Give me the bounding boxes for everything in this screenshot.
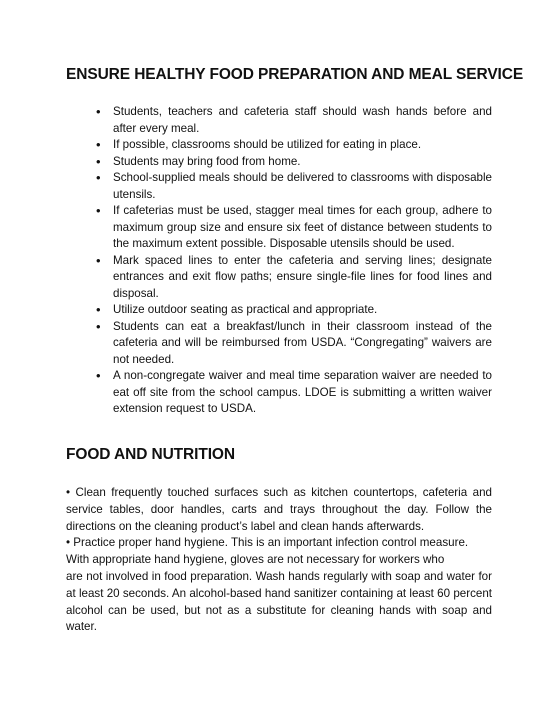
meal-service-bullet-list xyxy=(96,104,492,418)
section-heading-food-nutrition: FOOD AND NUTRITION xyxy=(66,446,235,463)
section-heading-food-preparation: ENSURE HEALTHY FOOD PREPARATION AND MEAL SERVICE xyxy=(66,66,524,83)
bullet-item: • Students can eat a breakfast/lunch in their classroom instead of the cafeteria and will be reimbursed from USDA. “Congregating” waivers are not needed. xyxy=(96,319,492,369)
food-nutrition-body xyxy=(66,485,492,636)
bullet-item: • If possible, classrooms should be utilized for eating in place. xyxy=(96,137,492,154)
bullet-item: • Utilize outdoor seating as practical and appropriate. xyxy=(96,302,492,319)
bullet-item: • If cafeterias must be used, stagger meal times for each group, adhere to maximum group size and ensure six feet of distance between students to the maximum extent possible. Disposable utensils should be used. xyxy=(96,203,492,253)
bullet-item: • Students may bring food from home. xyxy=(96,154,492,171)
bullet-item: • Mark spaced lines to enter the cafeteria and serving lines; designate entrances and exit flow paths; ensure single-file lines for food lines and disposal. xyxy=(96,253,492,303)
paragraph-hand-hygiene-end: are not involved in food preparation. Wash hands regularly with soap and water for at least 20 seconds. An alcohol-based hand sanitizer containing at least 60 percent alcohol can be used, but not as a substitute for cleaning hands with soap and water. xyxy=(66,569,492,634)
bullet-item: • Students, teachers and cafeteria staff should wash hands before and after every meal. xyxy=(96,104,492,137)
bullet-item: • A non-congregate waiver and meal time separation waiver are needed to eat off site from the school campus. LDOE is submitting a written waiver extension request to USDA. xyxy=(96,368,492,418)
paragraph-hand-hygiene-start: • Practice proper hand hygiene. This is an important infection control measure. With appropriate hand hygiene, gloves are not necessary for workers who xyxy=(66,536,469,567)
paragraph-cleaning: • Clean frequently touched surfaces such as kitchen countertops, cafeteria and service tables, door handles, carts and trays throughout the day. Follow the directions on the cleaning product’s label and clean hands afterwards. xyxy=(66,486,492,533)
bullet-item: • School-supplied meals should be delivered to classrooms with disposable utensils. xyxy=(96,170,492,203)
